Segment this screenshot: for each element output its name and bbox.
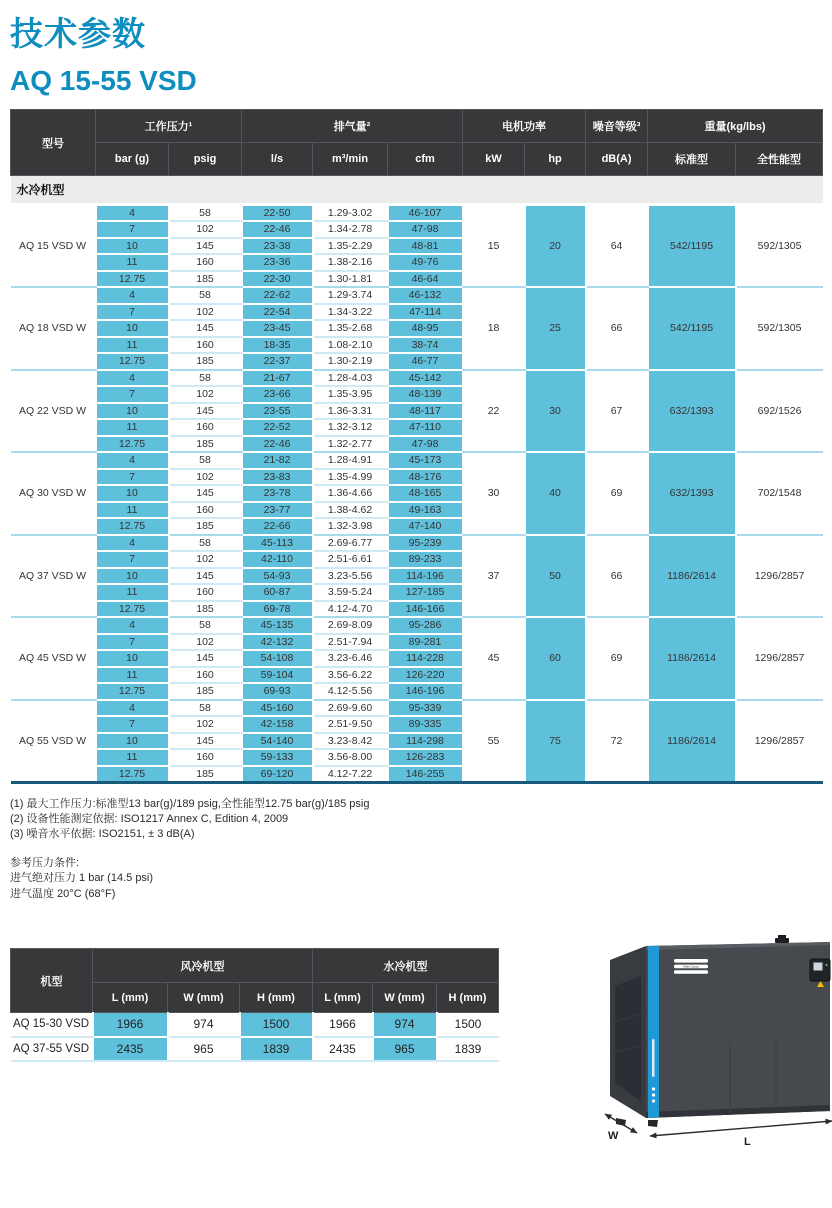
- dim-value-cell: 974: [168, 1013, 240, 1037]
- brand-logo: [674, 959, 708, 974]
- value-cell: 58: [169, 205, 242, 222]
- spec-row: [11, 617, 823, 634]
- value-cell: 160: [169, 584, 242, 601]
- value-cell: 127-185: [388, 584, 463, 601]
- value-cell: 1.38-2.16: [313, 254, 388, 271]
- value-cell: 1.08-2.10: [313, 337, 388, 354]
- value-cell: 2.51-6.61: [313, 551, 388, 568]
- dim-col-header-model: 机型: [11, 949, 93, 1013]
- hp-cell: 30: [525, 370, 586, 453]
- value-cell: 12.75: [96, 271, 169, 288]
- value-cell: 1.35-3.95: [313, 386, 388, 403]
- value-cell: 160: [169, 419, 242, 436]
- value-cell: 10: [96, 485, 169, 502]
- value-cell: 45-173: [388, 452, 463, 469]
- weight-full-cell: 592/1305: [736, 205, 823, 288]
- value-cell: 145: [169, 733, 242, 750]
- reference-line-2: 进气温度 20°C (68°F): [10, 887, 116, 900]
- value-cell: 46-107: [388, 205, 463, 222]
- value-cell: 12.75: [96, 353, 169, 370]
- value-cell: 146-196: [388, 683, 463, 700]
- model-cell: AQ 45 VSD W: [11, 617, 96, 700]
- dim-value-cell: 1500: [240, 1013, 313, 1037]
- value-cell: 10: [96, 650, 169, 667]
- dim-model-cell: AQ 37-55 VSD: [11, 1037, 93, 1061]
- value-cell: 102: [169, 304, 242, 321]
- value-cell: 42-110: [242, 551, 313, 568]
- weight-standard-cell: 542/1195: [648, 205, 736, 288]
- dim-group-header-0: 风冷机型: [93, 949, 313, 983]
- side-vent-grille: [615, 976, 641, 1102]
- value-cell: 48-117: [388, 403, 463, 420]
- value-cell: 45-135: [242, 617, 313, 634]
- weight-standard-cell: 1186/2614: [648, 700, 736, 783]
- unit-header-1-2: cfm: [388, 143, 463, 176]
- value-cell: 102: [169, 551, 242, 568]
- value-cell: 45-113: [242, 535, 313, 552]
- value-cell: 22-50: [242, 205, 313, 222]
- weight-standard-cell: 1186/2614: [648, 617, 736, 700]
- value-cell: 4.12-7.22: [313, 766, 388, 783]
- value-cell: 89-281: [388, 634, 463, 651]
- value-cell: 1.35-4.99: [313, 469, 388, 486]
- unit-header-1-0: l/s: [242, 143, 313, 176]
- value-cell: 2.69-8.09: [313, 617, 388, 634]
- footnote-3: (3) 噪音水平依据: ISO2151, ± 3 dB(A): [10, 827, 195, 840]
- value-cell: 7: [96, 716, 169, 733]
- value-cell: 185: [169, 601, 242, 618]
- value-cell: 3.59-5.24: [313, 584, 388, 601]
- value-cell: 23-78: [242, 485, 313, 502]
- value-cell: 47-114: [388, 304, 463, 321]
- model-cell: AQ 30 VSD W: [11, 452, 96, 535]
- value-cell: 48-139: [388, 386, 463, 403]
- kw-cell: 22: [463, 370, 525, 453]
- value-cell: 47-140: [388, 518, 463, 535]
- value-cell: 2.69-9.60: [313, 700, 388, 717]
- dba-cell: 64: [586, 205, 648, 288]
- weight-full-cell: 592/1305: [736, 287, 823, 370]
- weight-standard-cell: 632/1393: [648, 452, 736, 535]
- spec-table-body: [11, 176, 823, 783]
- weight-full-cell: 1296/2857: [736, 535, 823, 618]
- value-cell: 1.35-2.68: [313, 320, 388, 337]
- value-cell: 102: [169, 386, 242, 403]
- value-cell: 185: [169, 518, 242, 535]
- value-cell: 59-104: [242, 667, 313, 684]
- value-cell: 47-98: [388, 221, 463, 238]
- value-cell: 59-133: [242, 749, 313, 766]
- kw-cell: 45: [463, 617, 525, 700]
- value-cell: 48-95: [388, 320, 463, 337]
- value-cell: 145: [169, 568, 242, 585]
- dim-value-cell: 1839: [437, 1037, 499, 1061]
- hp-cell: 75: [525, 700, 586, 783]
- value-cell: 12.75: [96, 683, 169, 700]
- kw-cell: 37: [463, 535, 525, 618]
- value-cell: 160: [169, 337, 242, 354]
- value-cell: 160: [169, 502, 242, 519]
- value-cell: 1.30-1.81: [313, 271, 388, 288]
- value-cell: 11: [96, 667, 169, 684]
- value-cell: 58: [169, 370, 242, 387]
- value-cell: 160: [169, 749, 242, 766]
- value-cell: 11: [96, 254, 169, 271]
- value-cell: 11: [96, 337, 169, 354]
- section-label: 水冷机型: [11, 176, 823, 205]
- value-cell: 7: [96, 304, 169, 321]
- value-cell: 11: [96, 502, 169, 519]
- value-cell: 7: [96, 221, 169, 238]
- value-cell: 12.75: [96, 601, 169, 618]
- value-cell: 3.56-6.22: [313, 667, 388, 684]
- dim-unit-header-1-1: W (mm): [373, 983, 437, 1013]
- dba-cell: 69: [586, 452, 648, 535]
- dim-unit-header-1-2: H (mm): [437, 983, 499, 1013]
- spec-table: [10, 109, 823, 784]
- value-cell: 145: [169, 650, 242, 667]
- value-cell: 12.75: [96, 766, 169, 783]
- value-cell: 145: [169, 320, 242, 337]
- value-cell: 1.32-3.98: [313, 518, 388, 535]
- value-cell: 46-77: [388, 353, 463, 370]
- model-cell: AQ 18 VSD W: [11, 287, 96, 370]
- value-cell: 114-298: [388, 733, 463, 750]
- unit-header-2-1: hp: [525, 143, 586, 176]
- value-cell: 1.29-3.02: [313, 205, 388, 222]
- reference-conditions-title: 参考压力条件:: [10, 856, 80, 869]
- value-cell: 1.28-4.91: [313, 452, 388, 469]
- dim-unit-header-0-1: W (mm): [168, 983, 240, 1013]
- value-cell: 1.29-3.74: [313, 287, 388, 304]
- value-cell: 1.34-3.22: [313, 304, 388, 321]
- unit-header-3-0: dB(A): [586, 143, 648, 176]
- width-dimension-label: W: [608, 1130, 619, 1142]
- value-cell: 12.75: [96, 436, 169, 453]
- value-cell: 1.38-4.62: [313, 502, 388, 519]
- value-cell: 185: [169, 271, 242, 288]
- stripe-vertical-text: [652, 1039, 655, 1077]
- weight-standard-cell: 1186/2614: [648, 535, 736, 618]
- value-cell: 69-120: [242, 766, 313, 783]
- value-cell: 1.36-4.66: [313, 485, 388, 502]
- dimension-row: [11, 1013, 499, 1037]
- value-cell: 45-160: [242, 700, 313, 717]
- reference-line-1: 进气绝对压力 1 bar (14.5 psi): [10, 872, 154, 884]
- value-cell: 54-93: [242, 568, 313, 585]
- footnote-1: (1) 最大工作压力:标准型13 bar(g)/189 psig,全性能型12.75 bar(g)/185 psig: [10, 797, 370, 810]
- value-cell: 38-74: [388, 337, 463, 354]
- value-cell: 89-335: [388, 716, 463, 733]
- value-cell: 146-166: [388, 601, 463, 618]
- dim-group-header-1: 水冷机型: [313, 949, 499, 983]
- value-cell: 126-283: [388, 749, 463, 766]
- value-cell: 22-30: [242, 271, 313, 288]
- dimension-row: [11, 1037, 499, 1061]
- value-cell: 21-67: [242, 370, 313, 387]
- dim-value-cell: 974: [373, 1013, 437, 1037]
- value-cell: 145: [169, 238, 242, 255]
- value-cell: 2.69-6.77: [313, 535, 388, 552]
- model-cell: AQ 37 VSD W: [11, 535, 96, 618]
- value-cell: 1.32-2.77: [313, 436, 388, 453]
- model-cell: AQ 55 VSD W: [11, 700, 96, 783]
- value-cell: 48-176: [388, 469, 463, 486]
- kw-cell: 18: [463, 287, 525, 370]
- value-cell: 95-339: [388, 700, 463, 717]
- value-cell: 22-52: [242, 419, 313, 436]
- unit-header-4-0: 标准型: [648, 143, 736, 176]
- value-cell: 46-132: [388, 287, 463, 304]
- value-cell: 58: [169, 452, 242, 469]
- value-cell: 58: [169, 535, 242, 552]
- dim-model-cell: AQ 15-30 VSD: [11, 1013, 93, 1037]
- value-cell: 160: [169, 667, 242, 684]
- hp-cell: 50: [525, 535, 586, 618]
- value-cell: 11: [96, 584, 169, 601]
- value-cell: 89-233: [388, 551, 463, 568]
- spec-row: [11, 205, 823, 222]
- hp-cell: 60: [525, 617, 586, 700]
- value-cell: 4: [96, 700, 169, 717]
- value-cell: 1.28-4.03: [313, 370, 388, 387]
- value-cell: 3.56-8.00: [313, 749, 388, 766]
- value-cell: 11: [96, 749, 169, 766]
- value-cell: 185: [169, 766, 242, 783]
- value-cell: 12.75: [96, 518, 169, 535]
- value-cell: 114-196: [388, 568, 463, 585]
- spec-row: [11, 535, 823, 552]
- value-cell: 185: [169, 436, 242, 453]
- kw-cell: 15: [463, 205, 525, 288]
- value-cell: 54-140: [242, 733, 313, 750]
- unit-header-2-0: kW: [463, 143, 525, 176]
- spec-row: [11, 452, 823, 469]
- value-cell: 3.23-6.46: [313, 650, 388, 667]
- dba-cell: 66: [586, 535, 648, 618]
- dba-cell: 66: [586, 287, 648, 370]
- value-cell: 102: [169, 221, 242, 238]
- spec-row: [11, 370, 823, 387]
- value-cell: 23-55: [242, 403, 313, 420]
- value-cell: 23-66: [242, 386, 313, 403]
- unit-header-0-0: bar (g): [96, 143, 169, 176]
- page-subtitle: AQ 15-55 VSD: [10, 65, 197, 96]
- value-cell: 7: [96, 386, 169, 403]
- value-cell: 1.32-3.12: [313, 419, 388, 436]
- group-header-4: 重量(kg/lbs): [648, 110, 823, 143]
- page-title: 技术参数: [10, 15, 146, 52]
- value-cell: 18-35: [242, 337, 313, 354]
- value-cell: 11: [96, 419, 169, 436]
- dim-value-cell: 965: [373, 1037, 437, 1061]
- value-cell: 4.12-4.70: [313, 601, 388, 618]
- footnote-2: (2) 设备性能测定依据: ISO1217 Annex C, Edition 4, 2009: [10, 812, 289, 825]
- unit-header-0-1: psig: [169, 143, 242, 176]
- value-cell: 47-98: [388, 436, 463, 453]
- model-cell: AQ 22 VSD W: [11, 370, 96, 453]
- length-dimension-label: L: [744, 1136, 751, 1148]
- value-cell: 146-255: [388, 766, 463, 783]
- value-cell: 58: [169, 700, 242, 717]
- section-row: [11, 176, 823, 205]
- value-cell: 4: [96, 452, 169, 469]
- group-header-0: 工作压力¹: [96, 110, 242, 143]
- value-cell: 23-83: [242, 469, 313, 486]
- compressor-illustration: [598, 934, 832, 1148]
- unit-header-1-1: m³/min: [313, 143, 388, 176]
- value-cell: 21-82: [242, 452, 313, 469]
- weight-full-cell: 1296/2857: [736, 617, 823, 700]
- weight-full-cell: 702/1548: [736, 452, 823, 535]
- value-cell: 2.51-9.50: [313, 716, 388, 733]
- value-cell: 42-158: [242, 716, 313, 733]
- value-cell: 47-110: [388, 419, 463, 436]
- reference-conditions: [10, 856, 822, 903]
- length-dimension-arrow: [650, 1121, 832, 1136]
- value-cell: 22-46: [242, 221, 313, 238]
- value-cell: 10: [96, 733, 169, 750]
- dim-value-cell: 1500: [437, 1013, 499, 1037]
- weight-full-cell: 1296/2857: [736, 700, 823, 783]
- dim-value-cell: 1839: [240, 1037, 313, 1061]
- value-cell: 49-163: [388, 502, 463, 519]
- bottom-section: [10, 948, 822, 1148]
- value-cell: 10: [96, 320, 169, 337]
- value-cell: 23-45: [242, 320, 313, 337]
- hp-cell: 20: [525, 205, 586, 288]
- value-cell: 185: [169, 683, 242, 700]
- col-header-model: 型号: [11, 110, 96, 176]
- value-cell: 3.23-5.56: [313, 568, 388, 585]
- value-cell: 45-142: [388, 370, 463, 387]
- value-cell: 7: [96, 469, 169, 486]
- dim-unit-header-0-2: H (mm): [240, 983, 313, 1013]
- dimension-table-body: [11, 1013, 499, 1061]
- value-cell: 4: [96, 617, 169, 634]
- weight-standard-cell: 632/1393: [648, 370, 736, 453]
- value-cell: 4: [96, 535, 169, 552]
- dim-unit-header-0-0: L (mm): [93, 983, 168, 1013]
- value-cell: 7: [96, 551, 169, 568]
- kw-cell: 30: [463, 452, 525, 535]
- value-cell: 23-77: [242, 502, 313, 519]
- value-cell: 22-37: [242, 353, 313, 370]
- value-cell: 10: [96, 238, 169, 255]
- spec-table-header: [11, 110, 823, 176]
- value-cell: 1.35-2.29: [313, 238, 388, 255]
- value-cell: 1.36-3.31: [313, 403, 388, 420]
- value-cell: 4.12-5.56: [313, 683, 388, 700]
- brand-logo-text: Atlas Copco: [682, 964, 700, 969]
- value-cell: 95-286: [388, 617, 463, 634]
- value-cell: 10: [96, 403, 169, 420]
- dimension-table: [10, 948, 499, 1062]
- value-cell: 95-239: [388, 535, 463, 552]
- value-cell: 102: [169, 634, 242, 651]
- vent-cap-base: [775, 938, 789, 943]
- reference-conditions-lines: [10, 871, 822, 902]
- dim-value-cell: 1966: [313, 1013, 373, 1037]
- value-cell: 1.34-2.78: [313, 221, 388, 238]
- group-header-2: 电机功率: [463, 110, 586, 143]
- value-cell: 22-54: [242, 304, 313, 321]
- spec-row: [11, 700, 823, 717]
- value-cell: 49-76: [388, 254, 463, 271]
- dim-value-cell: 2435: [93, 1037, 168, 1061]
- brand-stripe: [648, 946, 659, 1118]
- dim-value-cell: 2435: [313, 1037, 373, 1061]
- dim-value-cell: 1966: [93, 1013, 168, 1037]
- value-cell: 145: [169, 485, 242, 502]
- value-cell: 48-81: [388, 238, 463, 255]
- value-cell: 185: [169, 353, 242, 370]
- dimension-table-header: [11, 949, 499, 1013]
- value-cell: 60-87: [242, 584, 313, 601]
- compressor-figure: [598, 934, 832, 1148]
- model-cell: AQ 15 VSD W: [11, 205, 96, 288]
- weight-full-cell: 692/1526: [736, 370, 823, 453]
- footnotes: [10, 797, 822, 842]
- value-cell: 42-132: [242, 634, 313, 651]
- control-panel-screen: [814, 963, 823, 971]
- value-cell: 4: [96, 205, 169, 222]
- dim-unit-header-1-0: L (mm): [313, 983, 373, 1013]
- value-cell: 7: [96, 634, 169, 651]
- value-cell: 22-46: [242, 436, 313, 453]
- spec-row: [11, 287, 823, 304]
- hp-cell: 25: [525, 287, 586, 370]
- value-cell: 58: [169, 287, 242, 304]
- weight-standard-cell: 542/1195: [648, 287, 736, 370]
- value-cell: 23-36: [242, 254, 313, 271]
- value-cell: 145: [169, 403, 242, 420]
- value-cell: 22-66: [242, 518, 313, 535]
- dba-cell: 72: [586, 700, 648, 783]
- dim-value-cell: 965: [168, 1037, 240, 1061]
- value-cell: 4: [96, 370, 169, 387]
- value-cell: 102: [169, 716, 242, 733]
- value-cell: 69-78: [242, 601, 313, 618]
- value-cell: 48-165: [388, 485, 463, 502]
- hp-cell: 40: [525, 452, 586, 535]
- value-cell: 1.30-2.19: [313, 353, 388, 370]
- value-cell: 160: [169, 254, 242, 271]
- cabinet-front-panel: [646, 942, 830, 1118]
- value-cell: 23-38: [242, 238, 313, 255]
- value-cell: 114-228: [388, 650, 463, 667]
- value-cell: 4: [96, 287, 169, 304]
- dba-cell: 69: [586, 617, 648, 700]
- value-cell: 2.51-7.94: [313, 634, 388, 651]
- value-cell: 3.23-8.42: [313, 733, 388, 750]
- value-cell: 54-108: [242, 650, 313, 667]
- group-header-3: 噪音等级³: [586, 110, 648, 143]
- value-cell: 69-93: [242, 683, 313, 700]
- unit-header-4-1: 全性能型: [736, 143, 823, 176]
- kw-cell: 55: [463, 700, 525, 783]
- value-cell: 46-64: [388, 271, 463, 288]
- value-cell: 126-220: [388, 667, 463, 684]
- value-cell: 102: [169, 469, 242, 486]
- group-header-1: 排气量²: [242, 110, 463, 143]
- value-cell: 22-62: [242, 287, 313, 304]
- value-cell: 58: [169, 617, 242, 634]
- value-cell: 10: [96, 568, 169, 585]
- dba-cell: 67: [586, 370, 648, 453]
